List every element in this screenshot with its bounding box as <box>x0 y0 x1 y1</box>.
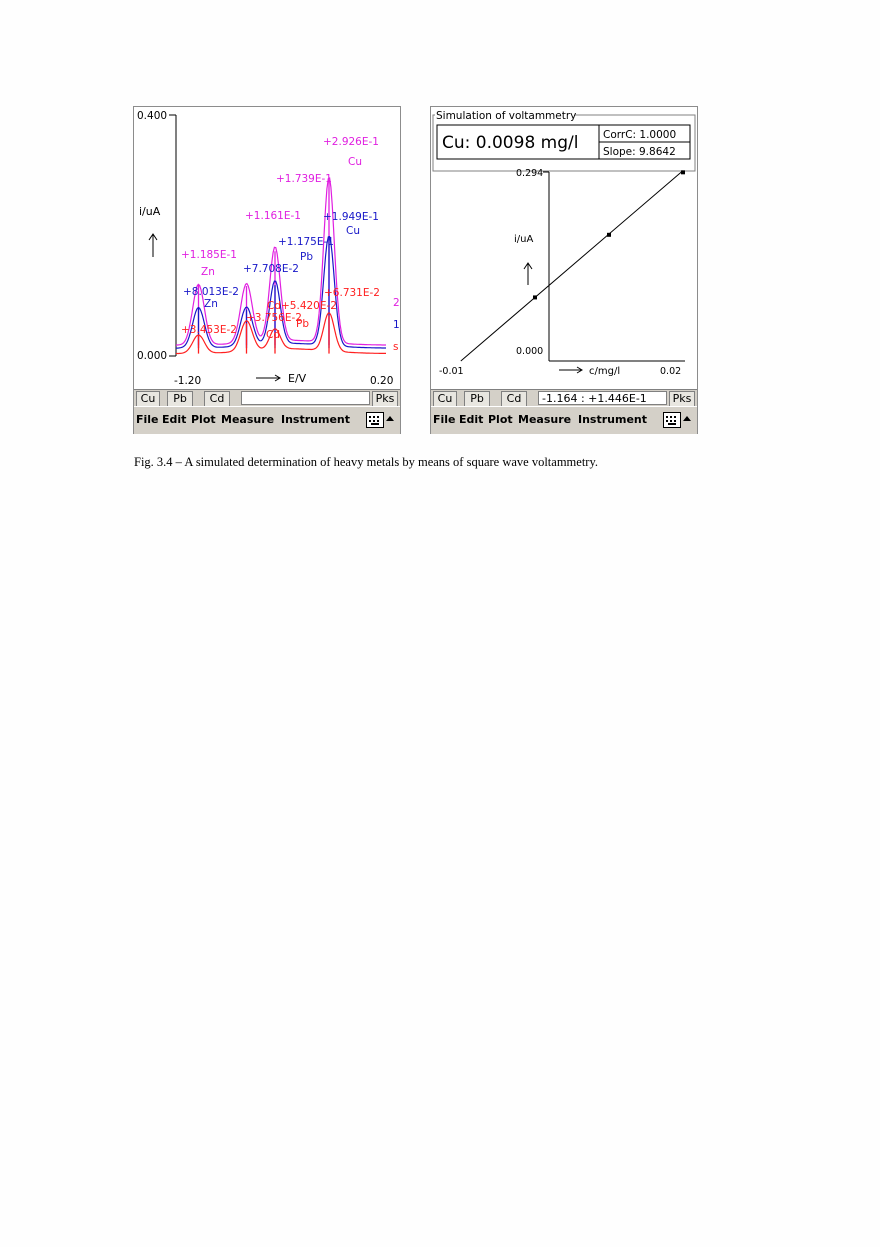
x-axis-arrow-icon <box>559 367 582 373</box>
menu-measure[interactable]: Measure <box>221 413 275 426</box>
figure-caption: Fig. 3.4 – A simulated determination of heavy metals by means of square wave voltammetry. <box>134 455 599 469</box>
peak-label-pb-blue: +1.175E-1 <box>278 236 334 248</box>
regression-line <box>461 171 683 361</box>
voltammogram-window <box>133 106 401 434</box>
curve-marker-1: 1 <box>393 319 400 331</box>
menu-bar <box>431 406 697 434</box>
peak-label-cu-magenta: +2.926E-1 <box>323 136 379 148</box>
y-max-label: 0.400 <box>137 110 168 122</box>
menu-measure[interactable]: Measure <box>518 413 572 426</box>
menu-plot[interactable]: Plot <box>191 413 216 426</box>
cursor-readout-field[interactable] <box>241 391 370 405</box>
y-min-label: 0.000 <box>137 350 168 362</box>
y-axis-arrow-icon <box>524 263 532 285</box>
tab-cd[interactable]: Cd <box>501 391 527 407</box>
voltammogram-plot <box>134 107 400 389</box>
cursor-readout-field[interactable]: -1.164 : +1.446E-1 <box>538 391 667 405</box>
peak-label-pb-magenta: +1.739E-1 <box>276 173 332 185</box>
x-max-label: 0.20 <box>370 375 394 387</box>
peak-label-zn-magenta: +1.185E-1 <box>181 249 237 261</box>
x-axis-label: c/mg/l <box>589 366 621 377</box>
peak-name-zn-blue: Zn <box>204 298 218 310</box>
menu-plot[interactable]: Plot <box>488 413 513 426</box>
peak-label-zn-blue: +8.013E-2 <box>183 286 239 298</box>
peak-name-pb-blue: Pb <box>300 251 313 263</box>
menu-instrument[interactable]: Instrument <box>578 413 647 426</box>
calibration-point <box>681 170 685 174</box>
y-axis-label: i/uA <box>514 234 534 245</box>
slope-value: Slope: 9.8642 <box>603 146 676 158</box>
peak-label-cu-blue: +1.949E-1 <box>323 211 379 223</box>
keyboard-icon[interactable] <box>366 412 384 428</box>
menu-file[interactable]: File <box>433 413 456 426</box>
y-max-label: 0.294 <box>516 168 544 179</box>
curve-marker-2: 2 <box>393 297 400 309</box>
calibration-series <box>461 170 685 361</box>
peak-label-zn-red: +3.453E-2 <box>181 324 237 336</box>
pks-button[interactable]: Pks <box>669 391 695 407</box>
keyboard-icon[interactable] <box>663 412 681 428</box>
y-axis-arrow-icon <box>149 234 157 257</box>
peak-label-cd-blue: +7.708E-2 <box>243 263 299 275</box>
x-min-label: -0.01 <box>439 366 464 377</box>
menu-instrument[interactable]: Instrument <box>281 413 350 426</box>
sip-up-arrow-icon[interactable] <box>386 416 394 421</box>
x-max-label: 0.02 <box>660 366 682 377</box>
peak-name-cu-blue: Cu <box>346 225 360 237</box>
tab-cu[interactable]: Cu <box>136 391 160 407</box>
corrc-value: CorrC: 1.0000 <box>603 129 677 141</box>
element-tab-bar <box>431 389 697 407</box>
tab-cd[interactable]: Cd <box>204 391 230 407</box>
result-value: Cu: 0.0098 mg/l <box>442 133 579 153</box>
menu-edit[interactable]: Edit <box>459 413 484 426</box>
group-box-title: Simulation of voltammetry <box>436 110 577 122</box>
y-axis-label: i/uA <box>139 205 161 218</box>
peak-label-cu-red: +6.731E-2 <box>324 287 380 299</box>
calibration-plot <box>431 107 697 389</box>
menu-edit[interactable]: Edit <box>162 413 187 426</box>
menu-file[interactable]: File <box>136 413 159 426</box>
pks-button[interactable]: Pks <box>372 391 398 407</box>
peak-name-cd-red: Cd <box>266 329 280 341</box>
x-axis-label: E/V <box>288 372 307 385</box>
x-axis-arrow-icon <box>256 375 280 381</box>
sip-up-arrow-icon[interactable] <box>683 416 691 421</box>
calibration-point <box>533 295 537 299</box>
peak-label-cd-red: Cd+5.420E-2 <box>267 300 337 312</box>
element-tab-bar <box>134 389 400 407</box>
y-min-label: 0.000 <box>516 346 544 357</box>
menu-bar <box>134 406 400 434</box>
peak-name-pb-red: Pb <box>296 318 309 330</box>
peak-label-pb-red: +3.756E-2 <box>246 312 302 324</box>
peak-label-cd-magenta: +1.161E-1 <box>245 210 301 222</box>
tab-cu[interactable]: Cu <box>433 391 457 407</box>
tab-pb[interactable]: Pb <box>464 391 490 407</box>
peak-name-zn-magenta: Zn <box>201 266 215 278</box>
x-min-label: -1.20 <box>174 375 202 387</box>
calibration-point <box>607 233 611 237</box>
curve-marker-s: s <box>393 341 399 353</box>
calibration-window <box>430 106 698 434</box>
tab-pb[interactable]: Pb <box>167 391 193 407</box>
peak-name-cu-magenta: Cu <box>348 156 362 168</box>
